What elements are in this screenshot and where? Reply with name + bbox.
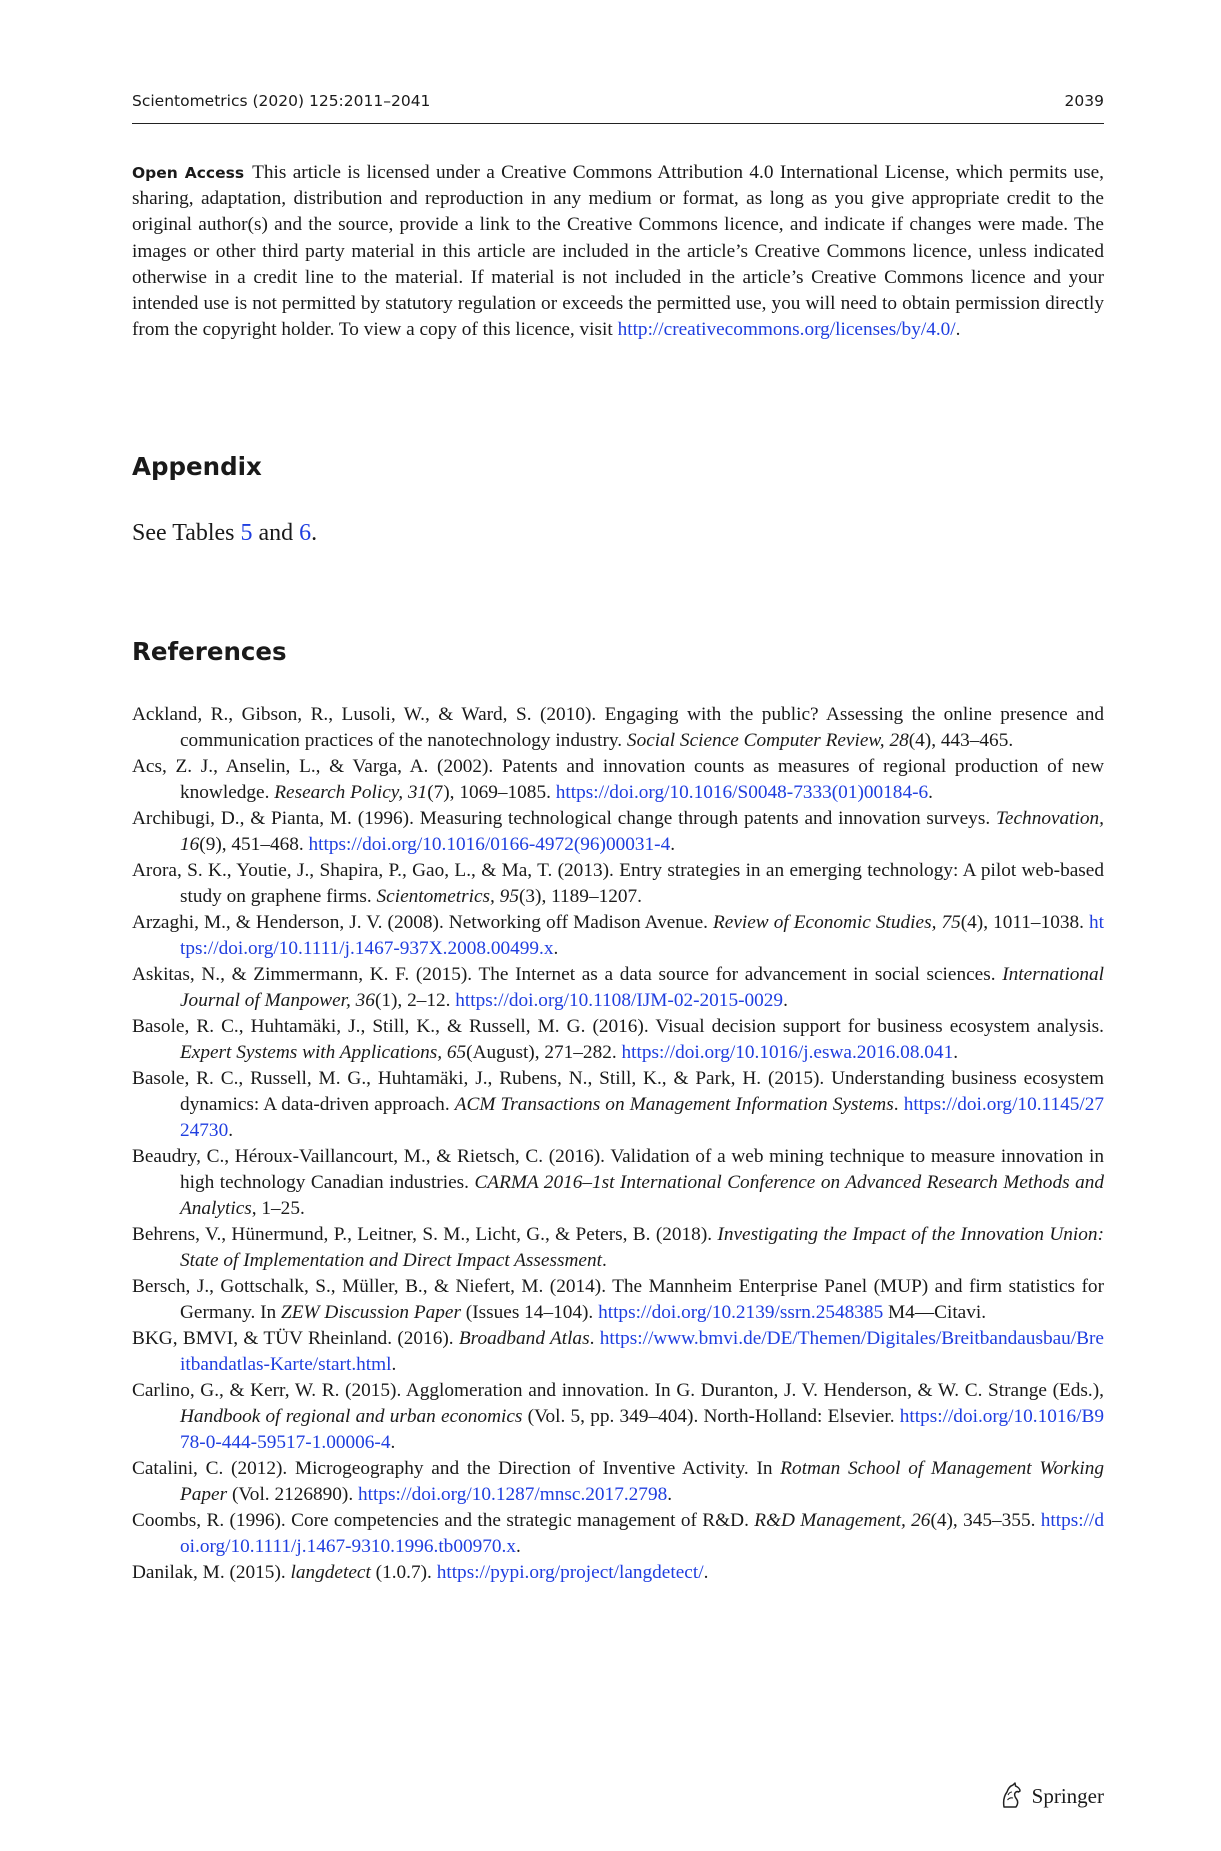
reference-source: Broadband Atlas <box>458 1327 590 1349</box>
appendix-and: and <box>252 520 300 546</box>
reference-doi-link[interactable]: https://www.bmvi.de/DE/Themen/Digitales/Breitbandausbau/Breitbandatlas-Karte/start.html <box>180 1327 1104 1375</box>
open-access-text: This article is licensed under a Creative Commons Attribution 4.0 International License, which permits use, sharing, adaptation, distribution and reproduction in any medium or format, as long as you give appropriate credit to the original author(s) and the source, provide a link to the Creative Commons licence, and indicate if changes were made. The images or other third party material in this article are included in the article’s Creative Commons licence, unless indicated otherwise in a credit line to the material. If material is not included in the article’s Creative Commons licence and your intended use is not permitted by statutory regulation or exceeds the permitted use, you will need to obtain permission directly from the copyright holder. To view a copy of this licence, visit <box>132 162 1104 341</box>
appendix-text <box>132 520 317 547</box>
reference-end: . <box>667 1483 673 1505</box>
reference-authors: Coombs, R. (1996). Core competencies and the strategic management of R&D. <box>132 1509 755 1531</box>
reference-source: R&D Management, 26 <box>754 1509 931 1531</box>
reference-authors: Arzaghi, M., & Henderson, J. V. (2008). Networking off Madison Avenue. <box>132 912 713 933</box>
reference-details: . <box>589 1327 600 1349</box>
reference-doi-link[interactable]: https://doi.org/10.1016/B978-0-444-59517-1.00006-4 <box>180 1405 1104 1453</box>
reference-end: . <box>516 1535 521 1557</box>
page <box>132 0 1104 1851</box>
reference-details: , 1–25. <box>251 1197 305 1219</box>
reference-doi-link[interactable]: https://doi.org/10.1111/j.1467-937X.2008.00499.x <box>180 912 1104 959</box>
reference-source: ZEW Discussion Paper <box>281 1301 461 1323</box>
reference-item <box>132 702 1104 754</box>
reference-details: (August), 271–282. <box>466 1041 622 1063</box>
reference-source: langdetect <box>290 1561 371 1583</box>
reference-authors: Askitas, N., & Zimmermann, K. F. (2015). The Internet as a data source for advancement in social sciences. <box>132 964 1003 985</box>
header-rule <box>132 123 1104 124</box>
reference-authors: Archibugi, D., & Pianta, M. (1996). Measuring technological change through patents and innovation surveys. <box>132 808 996 829</box>
table-5-link[interactable]: 5 <box>240 520 253 546</box>
publisher-footer <box>996 1781 1104 1811</box>
reference-doi-link[interactable]: https://doi.org/10.1145/2724730 <box>180 1093 1105 1141</box>
reference-source: Review of Economic Studies, 75 <box>713 912 961 933</box>
open-access-statement <box>132 160 1104 343</box>
reference-source: ACM Transactions on Management Information Systems <box>454 1093 894 1115</box>
reference-item <box>132 1014 1104 1066</box>
reference-details: (4), 345–355. <box>930 1509 1041 1531</box>
reference-item <box>132 1560 1104 1586</box>
reference-doi-link[interactable]: https://doi.org/10.1111/j.1467-9310.1996.tb00970.x <box>180 1509 1104 1557</box>
reference-source: Investigating the Impact of the Innovation Union: State of Implementation and Direct Impact Assessment <box>180 1223 1104 1271</box>
appendix-see: See Tables <box>132 520 241 546</box>
publisher-name: Springer <box>1031 1783 1104 1808</box>
reference-authors: Basole, R. C., Huhtamäki, J., Still, K., & Russell, M. G. (2016). Visual decision support for business ecosystem analysis. <box>132 1016 1104 1037</box>
reference-item <box>132 1222 1104 1274</box>
reference-end: . <box>228 1119 234 1141</box>
table-6-link[interactable]: 6 <box>299 520 312 546</box>
reference-end: . <box>553 937 559 959</box>
reference-authors: Catalini, C. (2012). Microgeography and the Direction of Inventive Activity. In <box>132 1457 781 1479</box>
reference-authors: Ackland, R., Gibson, R., Lusoli, W., & Ward, S. (2010). Engaging with the public? Assessing the online presence and communication practices of the nanotechnology industry. <box>132 704 1104 751</box>
reference-end: . <box>391 1353 397 1375</box>
reference-details: (7), 1069–1085. <box>427 781 556 803</box>
reference-item <box>132 858 1104 910</box>
reference-authors: Beaudry, C., Héroux-Vaillancourt, M., & Rietsch, C. (2016). Validation of a web mining technique to measure innovation in high technology Canadian industries. <box>132 1145 1104 1193</box>
reference-details: . <box>601 1249 607 1271</box>
reference-item <box>132 1326 1104 1378</box>
reference-authors: Behrens, V., Hünermund, P., Leitner, S. M., Licht, G., & Peters, B. (2018). <box>132 1223 718 1245</box>
reference-item <box>132 962 1104 1014</box>
reference-authors: BKG, BMVI, & TÜV Rheinland. (2016). <box>132 1327 459 1349</box>
journal-citation: Scientometrics (2020) 125:2011–2041 <box>132 92 431 110</box>
references-heading: References <box>132 637 287 666</box>
reference-source: Rotman School of Management Working Paper <box>180 1457 1104 1505</box>
reference-end: . <box>783 989 788 1011</box>
reference-doi-link[interactable]: https://doi.org/10.2139/ssrn.2548385 <box>598 1301 884 1323</box>
reference-source: Technovation, 16 <box>180 808 1104 855</box>
running-header <box>132 92 1104 116</box>
reference-authors: Carlino, G., & Kerr, W. R. (2015). Agglomeration and innovation. In G. Duranton, J. V. Henderson, & W. C. Strange (Eds.), <box>132 1379 1104 1401</box>
reference-item <box>132 1066 1104 1144</box>
reference-source: Social Science Computer Review, 28 <box>626 729 909 751</box>
reference-end: . <box>390 1431 396 1453</box>
reference-doi-link[interactable]: https://doi.org/10.1016/0166-4972(96)00031-4 <box>308 833 671 855</box>
reference-authors: Acs, Z. J., Anselin, L., & Varga, A. (2002). Patents and innovation counts as measures of regional production of new knowledge. <box>132 756 1104 803</box>
reference-end: . <box>670 833 676 855</box>
reference-authors: Bersch, J., Gottschalk, S., Müller, B., & Niefert, M. (2014). The Mannheim Enterprise Panel (MUP) and firm statistics for Germany. In <box>132 1275 1104 1323</box>
page-number: 2039 <box>1064 92 1104 110</box>
reference-end: . <box>953 1041 959 1063</box>
reference-doi-link[interactable]: https://doi.org/10.1016/j.eswa.2016.08.041 <box>621 1041 954 1063</box>
reference-details: (4), 443–465. <box>908 729 1014 751</box>
open-access-end: . <box>955 319 961 341</box>
appendix-end: . <box>311 520 318 546</box>
reference-doi-link[interactable]: https://doi.org/10.1287/mnsc.2017.2798 <box>358 1483 668 1505</box>
reference-details: (9), 451–468. <box>199 833 309 855</box>
reference-end: M4—Citavi. <box>883 1301 987 1323</box>
reference-end: . <box>703 1561 709 1583</box>
reference-item <box>132 754 1104 806</box>
reference-item <box>132 1456 1104 1508</box>
reference-item <box>132 806 1104 858</box>
reference-details: (Vol. 5, pp. 349–404). North-Holland: Elsevier. <box>522 1405 900 1427</box>
reference-details: (1), 2–12. <box>374 989 456 1011</box>
licence-link[interactable]: http://creativecommons.org/licenses/by/4.0/ <box>617 319 956 341</box>
reference-doi-link[interactable]: https://pypi.org/project/langdetect/ <box>436 1561 704 1583</box>
open-access-label: Open Access <box>132 164 245 182</box>
reference-source: International Journal of Manpower, 36 <box>180 964 1104 1011</box>
reference-item <box>132 1508 1104 1560</box>
reference-list <box>132 702 1104 1586</box>
reference-doi-link[interactable]: https://doi.org/10.1016/S0048-7333(01)00184-6 <box>555 781 929 803</box>
reference-details: (1.0.7). <box>370 1561 437 1583</box>
reference-details: (Vol. 2126890). <box>227 1483 358 1505</box>
springer-horse-icon <box>996 1781 1026 1811</box>
reference-details: (3), 1189–1207. <box>518 885 642 907</box>
reference-item <box>132 1144 1104 1222</box>
reference-source: Scientometrics, 95 <box>376 885 519 907</box>
reference-authors: Danilak, M. (2015). <box>132 1561 291 1583</box>
reference-source: Handbook of regional and urban economics <box>180 1405 523 1427</box>
reference-item <box>132 1378 1104 1456</box>
reference-item <box>132 1274 1104 1326</box>
reference-end: . <box>928 781 933 803</box>
reference-authors: Basole, R. C., Russell, M. G., Huhtamäki, J., Rubens, N., Still, K., & Park, H. (2015). Understanding business ecosystem dynamics: A data-driven approach. <box>132 1068 1104 1115</box>
reference-doi-link[interactable]: https://doi.org/10.1108/IJM-02-2015-0029 <box>455 989 784 1011</box>
reference-details: . <box>893 1093 904 1115</box>
reference-details: (Issues 14–104). <box>460 1301 599 1323</box>
reference-item <box>132 910 1104 962</box>
reference-source: Research Policy, 31 <box>274 781 428 803</box>
reference-source: Expert Systems with Applications, 65 <box>180 1041 467 1063</box>
reference-authors: Arora, S. K., Youtie, J., Shapira, P., Gao, L., & Ma, T. (2013). Entry strategies in an emerging technology: A pilot web-based study on graphene firms. <box>132 860 1104 907</box>
reference-details: (4), 1011–1038. <box>960 912 1089 933</box>
appendix-heading: Appendix <box>132 452 262 481</box>
reference-source: CARMA 2016–1st International Conference on Advanced Research Methods and Analytics <box>180 1171 1104 1219</box>
